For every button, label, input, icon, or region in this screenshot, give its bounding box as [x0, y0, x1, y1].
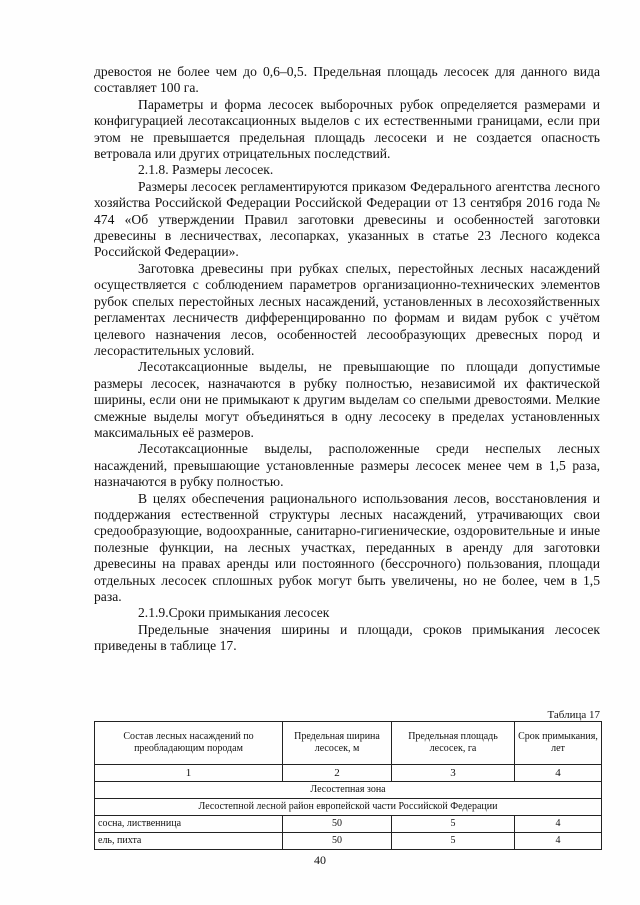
table-cell: 5	[392, 833, 515, 850]
paragraph-allotments: Лесотаксационные выделы, не превышающие по площади допустимые размеры лесосек, назначаются в рубку полностью, независимой их фактической ширины, если они не примыкают к другим выделам со спелыми древостоями. Мелкие смежные выделы могут объединяться в одну лесосеку в пределах установленных максимальных её размеров.	[94, 359, 600, 440]
table-cell: 5	[392, 816, 515, 833]
column-number: 2	[283, 765, 392, 782]
table-cell: 4	[515, 833, 602, 850]
paragraph-rational-use: В целях обеспечения рационального использования лесов, восстановления и поддержания естественной структуры лесных насаждений, утрачивающих свои средообразующие, водоохранные, санитарно-гигиенические, оздоровительные и иные полезные функции, на лесных участках, переданных в аренду для заготовки древесины на правах аренды или постоянного (бессрочного) пользования, площади отдельных лесосек сплошных рубок могут быть увеличены, но не более, чем в 1,5 раза.	[94, 490, 600, 604]
paragraph-table-reference: Предельные значения ширины и площади, сроков примыкания лесосек приведены в таблице 17.	[94, 621, 600, 654]
header-composition: Состав лесных насаждений по преобладающим породам	[95, 722, 283, 765]
table-header-row	[95, 722, 602, 765]
header-max-width: Предельная ширина лесосек, м	[283, 722, 392, 765]
paragraph-continuation: древостоя не более чем до 0,6–0,5. Предельная площадь лесосек для данного вида составляет 100 га.	[94, 64, 600, 96]
column-number-row	[95, 765, 602, 782]
table-row	[95, 816, 602, 833]
column-number: 4	[515, 765, 602, 782]
header-max-area: Предельная площадь лесосек, га	[392, 722, 515, 765]
paragraph-cutting-parameters: Параметры и форма лесосек выборочных рубок определяется размерами и конфигурацией лесотаксационных выделов с их естественными границами, если при этом не превышается предельная площадь лесосеки и не создается опасность ветровала или других отрицательных последствий.	[94, 96, 600, 162]
paragraph-harvesting: Заготовка древесины при рубках спелых, перестойных лесных насаждений осуществляется с соблюдением параметров организационно-технических элементов рубок спелых перестойных лесных насаждений, установленных в лесохозяйственных регламентах лесничеств дифференцированно по формам и видам рубок с учётом целевого назначения лесов, особенностей лесообразующих древесных пород и лесорастительных условий.	[94, 260, 600, 358]
section-heading-2-1-9: 2.1.9.Сроки примыкания лесосек	[138, 605, 330, 621]
column-number: 1	[95, 765, 283, 782]
table-cell: 4	[515, 816, 602, 833]
paragraph-immature-stands: Лесотаксационные выделы, расположенные среди неспелых лесных насаждений, превышающие установленные размеры лесосек менее чем в 1,5 раза, назначаются в рубку полностью.	[94, 441, 600, 490]
table-caption: Таблица 17	[547, 709, 600, 721]
cutting-norms-table	[94, 721, 602, 850]
body-text	[94, 64, 600, 655]
region-label: Лесостепной лесной район европейской части Российской Федерации	[95, 799, 602, 816]
zone-label: Лесостепная зона	[95, 782, 602, 799]
column-number: 3	[392, 765, 515, 782]
paragraph-regulation: Размеры лесосек регламентируются приказом Федерального агентства лесного хозяйства Российской Федерации Российской Федерации от 13 сентября 2016 года № 474 «Об утверждении Правил заготовки древесины и особенностей заготовки древесины в лесничествах, лесопарках, указанных в статье 23 Лесного кодекса Российской Федерации».	[94, 178, 600, 260]
table-cell: сосна, лиственница	[95, 816, 283, 833]
section-heading-2-1-8: 2.1.8. Размеры лесосек.	[138, 162, 274, 178]
table-row	[95, 833, 602, 850]
page-number: 40	[314, 853, 326, 867]
table-cell: ель, пихта	[95, 833, 283, 850]
table-cell: 50	[283, 816, 392, 833]
region-row	[95, 799, 602, 816]
zone-row	[95, 782, 602, 799]
header-adjacency-term: Срок примыкания, лет	[515, 722, 602, 765]
table-cell: 50	[283, 833, 392, 850]
